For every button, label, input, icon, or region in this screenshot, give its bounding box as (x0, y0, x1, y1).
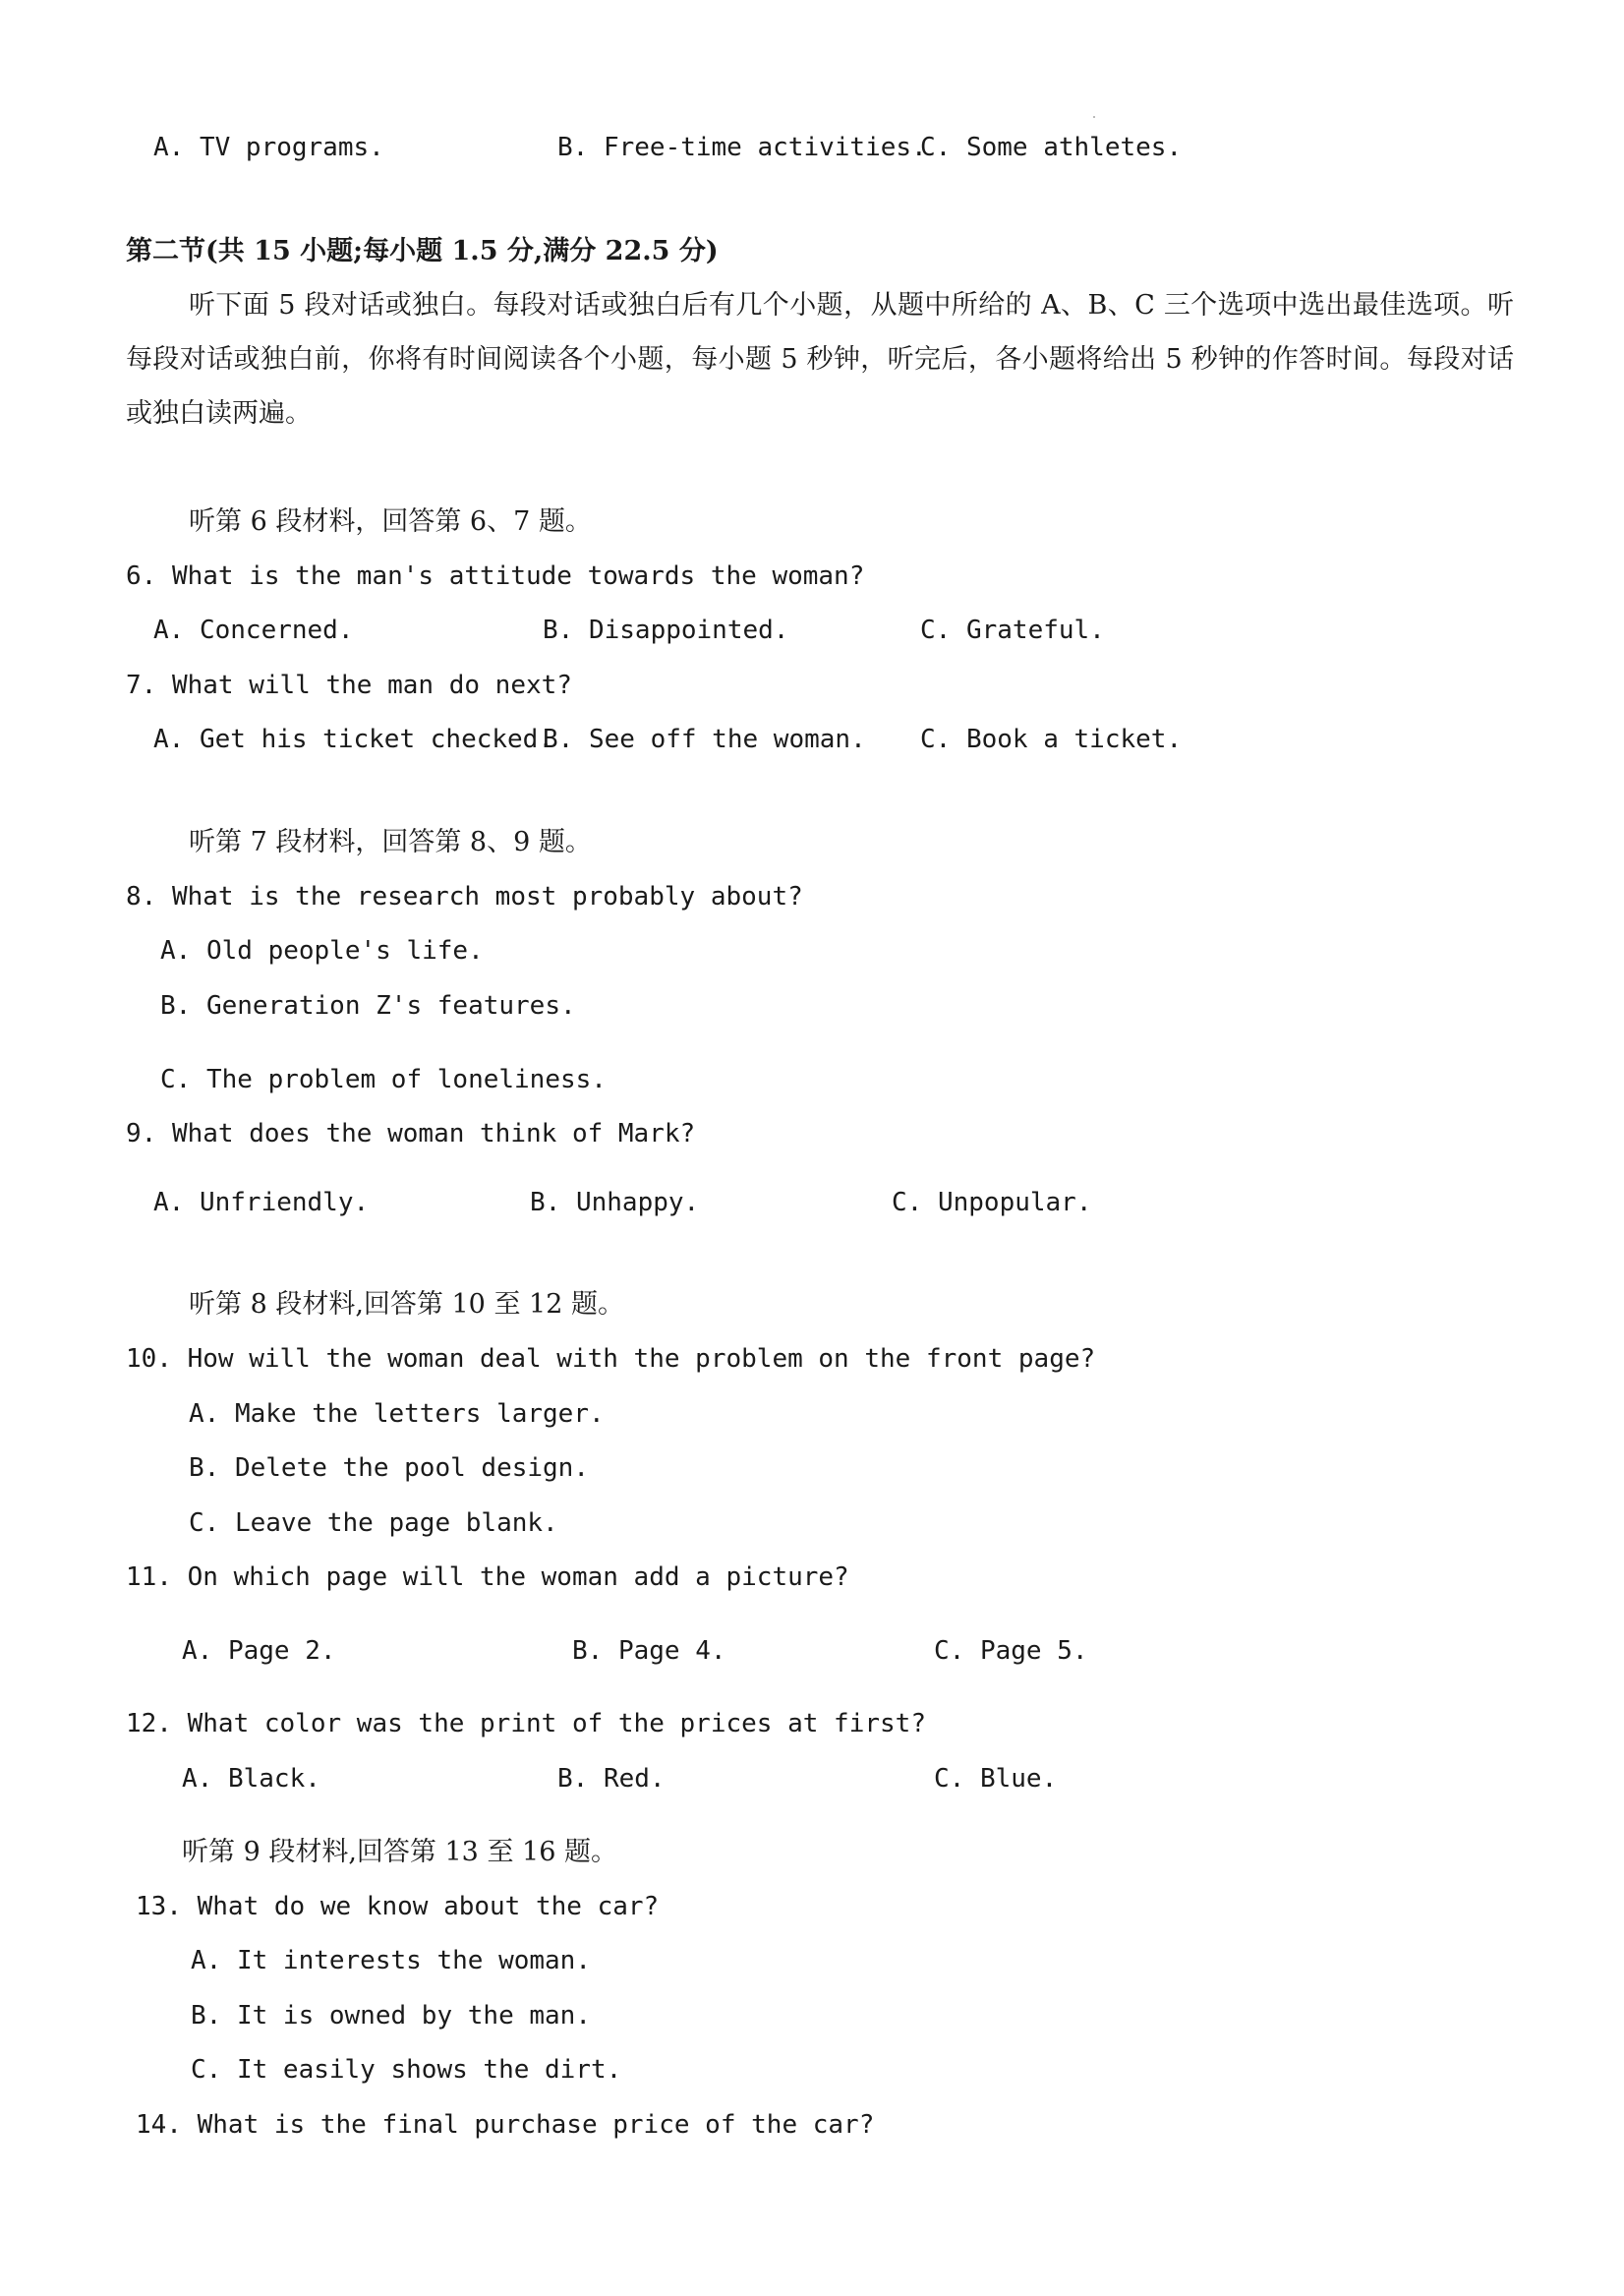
q6-option-b: B. Disappointed. (543, 616, 789, 645)
prev-option-b: B. Free-time activities. (557, 133, 927, 162)
q11-option-a: A. Page 2. (182, 1636, 336, 1666)
q13-option-c: C. It easily shows the dirt. (191, 2055, 622, 2085)
prev-option-a: A. TV programs. (153, 133, 384, 162)
group-heading-6: 听第 6 段材料，回答第 6、7 题。 (189, 506, 592, 537)
q8-option-a: A. Old people's life. (160, 936, 484, 966)
q11-option-b: B. Page 4. (572, 1636, 726, 1666)
q8-option-b: B. Generation Z's features. (160, 991, 576, 1021)
section-heading: 第二节(共 15 小题;每小题 1.5 分,满分 22.5 分) (126, 236, 719, 266)
q7-option-b: B. See off the woman. (543, 725, 866, 754)
q7-option-c: C. Book a ticket. (920, 725, 1183, 754)
question-9: 9. What does the woman think of Mark? (126, 1119, 696, 1148)
question-6: 6. What is the man's attitude towards the woman? (126, 561, 865, 591)
q12-option-a: A. Black. (182, 1764, 320, 1794)
q9-option-b: B. Unhappy. (530, 1188, 700, 1217)
question-12: 12. What color was the print of the prices at first? (126, 1709, 926, 1738)
q12-option-b: B. Red. (557, 1764, 666, 1794)
q6-option-a: A. Concerned. (153, 616, 354, 645)
q10-option-c: C. Leave the page blank. (189, 1508, 558, 1538)
q10-option-b: B. Delete the pool design. (189, 1453, 589, 1483)
question-14: 14. What is the final purchase price of the car? (136, 2110, 875, 2140)
question-8: 8. What is the research most probably about? (126, 882, 803, 912)
q9-option-a: A. Unfriendly. (153, 1188, 370, 1217)
section-instructions: 听下面 5 段对话或独白。每段对话或独白后有几个小题，从题中所给的 A、B、C 三个选项中选出最佳选项。听每段对话或独白前，你将有时间阅读各个小题，每小题 5 秒钟，听完后，各小题将给出 5 秒钟的作答时间。每段对话或独白读两遍。 (126, 290, 1514, 429)
question-10: 10. How will the woman deal with the problem on the front page? (126, 1344, 1096, 1374)
group-heading-7: 听第 7 段材料，回答第 8、9 题。 (189, 827, 592, 857)
group-heading-8: 听第 8 段材料,回答第 10 至 12 题。 (189, 1289, 624, 1320)
q11-option-c: C. Page 5. (934, 1636, 1088, 1666)
question-13: 13. What do we know about the car? (136, 1892, 660, 1921)
prev-option-c: C. Some athletes. (920, 133, 1183, 162)
q10-option-a: A. Make the letters larger. (189, 1399, 605, 1429)
group-heading-9: 听第 9 段材料,回答第 13 至 16 题。 (182, 1837, 617, 1867)
q8-option-c: C. The problem of loneliness. (160, 1065, 607, 1094)
scan-speck (1093, 116, 1095, 118)
question-11: 11. On which page will the woman add a picture? (126, 1562, 849, 1592)
q9-option-c: C. Unpopular. (892, 1188, 1092, 1217)
question-7: 7. What will the man do next? (126, 671, 572, 700)
q7-option-a: A. Get his ticket checked. (153, 725, 553, 754)
q12-option-c: C. Blue. (934, 1764, 1058, 1794)
q13-option-b: B. It is owned by the man. (191, 2001, 591, 2031)
q6-option-c: C. Grateful. (920, 616, 1105, 645)
q13-option-a: A. It interests the woman. (191, 1946, 591, 1975)
